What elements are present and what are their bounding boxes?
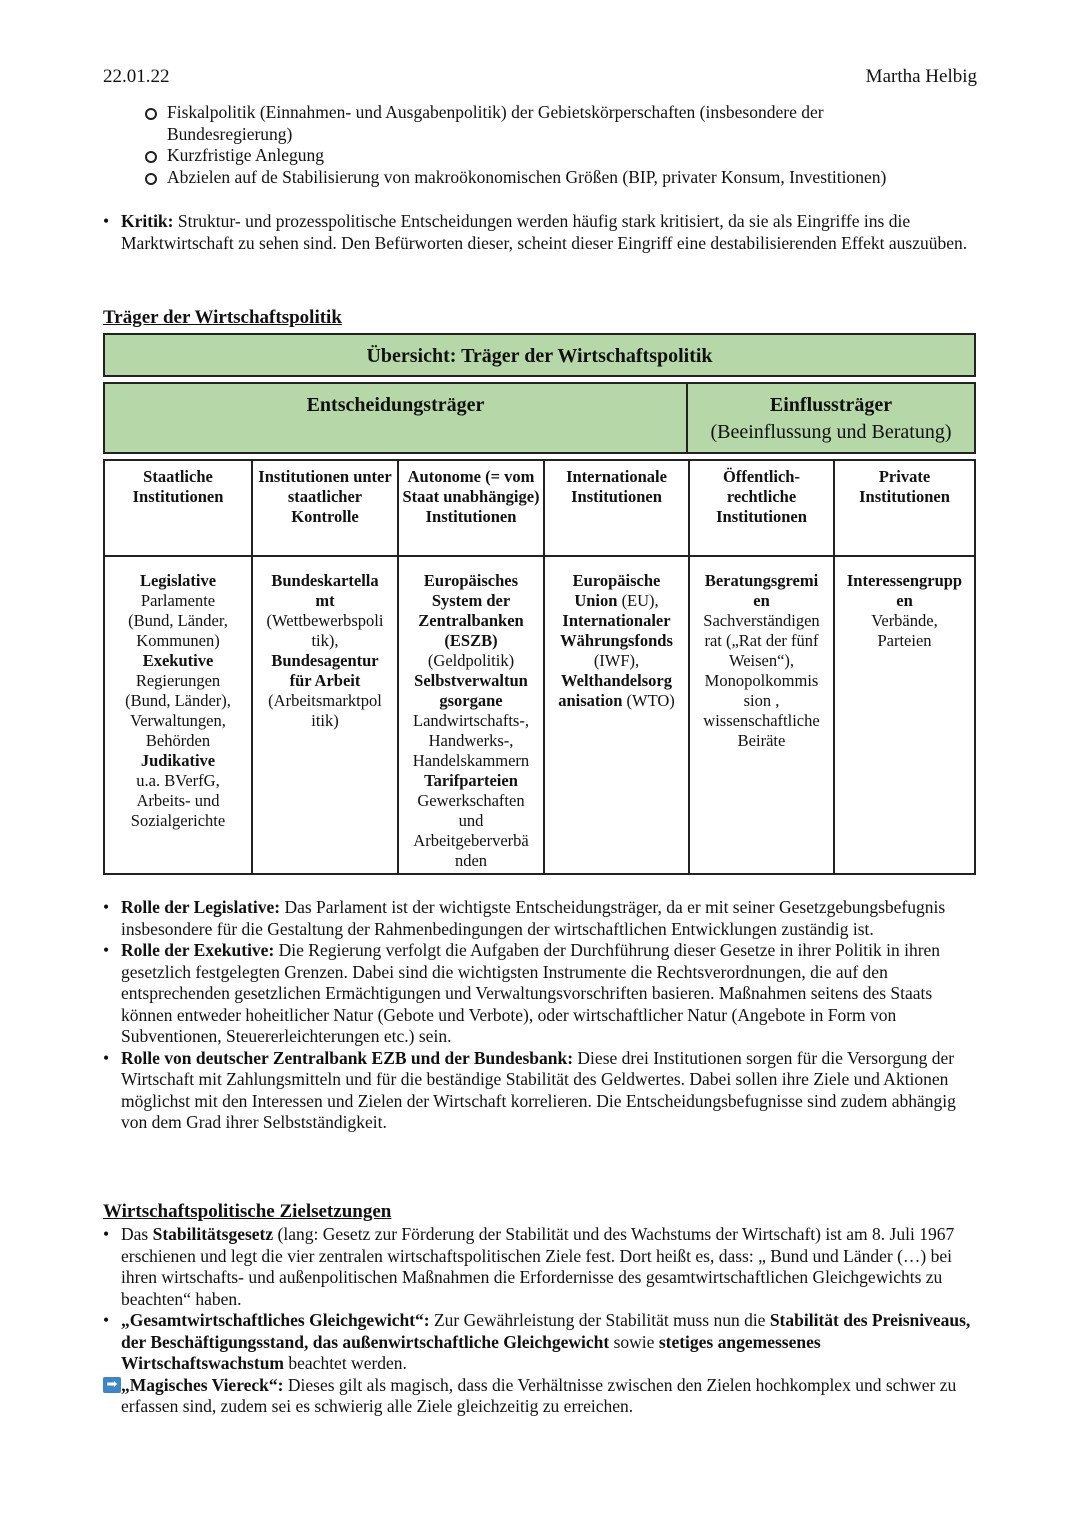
table-body-row [105, 557, 974, 873]
cell-line: Weisen“), [728, 651, 795, 670]
cell-line: Parteien [877, 631, 932, 650]
role-text: Das Parlament ist der wichtigste Entscheidungsträger, da er mit seiner Gesetzgebungsbefugnis insbesondere für die Gestaltung der Rahmenbedingungen der wirtschaftlichen Entwicklungen zuständig ist. [121, 897, 946, 939]
group-influencers-sub: (Beeinflussung und Beratung) [710, 421, 952, 443]
goal-bold: Stabilität des Preisniveaus, der Beschäftigungsstand, das außenwirtschaftliche Gleichgewicht [121, 1310, 971, 1352]
cell-line: Sozialgerichte [130, 811, 226, 830]
cell-line: (Bund, Länder, [128, 611, 228, 630]
cell-line: für Arbeit [289, 671, 361, 690]
cell-line: Selbstverwaltun [414, 671, 528, 690]
goal-text: Zur Gewährleistung der Stabilität muss nun die [429, 1310, 770, 1330]
table-group-row [103, 382, 976, 454]
table-cell [251, 557, 397, 873]
cell-line: Beiräte [737, 731, 786, 750]
cell-line: rat („Rat der fünf [704, 631, 819, 650]
goal-bold: Stabilitätsgesetz [152, 1224, 274, 1244]
cell-line: nden [454, 851, 488, 870]
cell-line: en [753, 591, 770, 610]
kritik-text: Struktur- und prozesspolitische Entscheidungen werden häufig stark kritisiert, da sie als Eingriffe ins die Marktwirtschaft zu sehen sind. Den Befürworten dieser, scheint dieser Eingriff eine destabilisierenden Effekt auszuüben. [121, 211, 968, 253]
cell-line: wissenschaftliche [703, 711, 820, 730]
cell-line: Legislative [139, 571, 217, 590]
column-header: Öffentlich-rechtliche Institutionen [688, 461, 833, 555]
cell-line: Exekutive [142, 651, 214, 670]
cell-line: Union (EU), [574, 591, 659, 610]
goal-text: Das [121, 1224, 153, 1244]
cell-line: Währungsfonds [560, 631, 673, 650]
role-label: Rolle der Exekutive: [121, 940, 275, 960]
cell-line: (Bund, Länder), [125, 691, 231, 710]
cell-line: Bundesagentur [271, 651, 379, 670]
cell-line: Monopolkommis [704, 671, 819, 690]
role-item [103, 1048, 976, 1134]
cell-line: Tarifparteien [424, 771, 518, 790]
date: 22.01.22 [103, 66, 170, 87]
column-header: Internationale Institutionen [543, 461, 688, 555]
column-header: Staatliche Institutionen [132, 467, 224, 506]
cell-line: sion , [743, 691, 780, 710]
table-cell [397, 557, 543, 873]
section-title-ziele: Wirtschaftspolitische Zielsetzungen [103, 1201, 392, 1222]
group-decision-makers-label: Entscheidungsträger [306, 394, 485, 416]
roles-list [103, 897, 976, 1134]
goal-item [103, 1310, 976, 1375]
column-header: Autonome (= vom Staat unabhängige) Institutionen [397, 461, 543, 555]
cell-line: anisation (WTO) [558, 691, 675, 710]
cell-line: (Arbeitsmarktpol [268, 691, 382, 710]
goal-item-arrow [103, 1375, 976, 1418]
list-item: Fiskalpolitik (Einnahmen- und Ausgabenpolitik) der Gebietskörperschaften (insbesondere der Bundesregierung) [145, 102, 945, 145]
cell-line: (Geldpolitik) [427, 651, 515, 670]
cell-line: Handwerks-, [428, 731, 514, 750]
cell-line: Internationaler [562, 611, 671, 630]
list-item: Kurzfristige Anlegung [145, 145, 945, 167]
group-influencers [686, 382, 976, 454]
role-text: Diese drei Institutionen sorgen für die Versorgung der Wirtschaft mit Zahlungsmitteln und für die beständige Stabilität des Geldwertes. Dabei sollen ihre Ziele und Aktionen möglichst mit den Interessen und Zielen der Wirtschaft korrelieren. Die Entscheidungsbefugnisse sind zudem abhängig von dem Grad ihrer Selbstständigkeit. [121, 1047, 956, 1132]
goal-bold: „Magisches Viereck“: [121, 1374, 284, 1395]
group-decision-makers [103, 382, 686, 454]
cell-line: Europäisches [423, 571, 519, 590]
column-header: Private Institutionen [833, 461, 974, 555]
section-title-traeger: Träger der Wirtschaftspolitik [103, 307, 342, 328]
cell-line: (Wettbewerbspoli [266, 611, 384, 630]
goal-text: (lang: Gesetz zur Förderung der Stabilität und des Wachstums der Wirtschaft) ist am 8. Juli 1967 erschienen und legt die vier zentralen wirtschaftspolitischen Ziele fest. Dort heißt es, dass: „ Bund und Länder (…) bei ihren wirtschafts- und außenpolitischen Maßnahmen die Erfordernisse des gesamtwirtschaftlichen Gleichgewichts zu beachten“ haben. [121, 1224, 955, 1309]
cell-line: u.a. BVerfG, [136, 771, 220, 790]
table-cell [688, 557, 833, 873]
table-header-row [105, 461, 974, 555]
list-item: Abzielen auf de Stabilisierung von makroökonomischen Größen (BIP, privater Konsum, Investitionen) [145, 167, 945, 189]
cell-line: und [458, 811, 484, 830]
overview-table [103, 333, 976, 875]
goals-list [103, 1224, 976, 1418]
cell-line: Parlamente [140, 591, 216, 610]
table-cell [105, 557, 251, 873]
group-influencers-label: Einflussträger [769, 394, 893, 416]
fiscal-policy-list [145, 102, 945, 188]
cell-line: Verwaltungen, [130, 711, 226, 730]
cell-line: Judikative [140, 751, 216, 770]
role-item [103, 897, 976, 940]
cell-line: tik), [311, 631, 339, 650]
role-text: Die Regierung verfolgt die Aufgaben der Durchführung dieser Gesetze in ihrer Politik in ihren gesetzlich festgelegten Grenzen. Dabei sind die wichtigsten Instrumente die Rechtsverordnungen, die auf den entsprechenden gesetzlichen Ermächtigungen und Verwaltungsvorschriften basieren. Maßnahmen seitens des Staats können entweder hoheitlicher Natur (Gebote und Verbote), oder wirtschaftlicher Natur (Angebote in Form von Subventionen, Steuererleichterungen etc.) sein. [121, 940, 941, 1046]
cell-line: Arbeits- und [136, 791, 220, 810]
cell-line: System der [431, 591, 511, 610]
table-cell [833, 557, 974, 873]
cell-line: Bundeskartella [271, 571, 379, 590]
cell-line: en [896, 591, 913, 610]
goal-bold: „Gesamtwirtschaftliches Gleichgewicht“: [121, 1310, 430, 1330]
kritik-paragraph [103, 211, 976, 254]
cell-line: itik) [311, 711, 339, 730]
cell-line: Behörden [145, 731, 211, 750]
cell-line: Regierungen [135, 671, 221, 690]
role-label: Rolle von deutscher Zentralbank EZB und der Bundesbank: [121, 1047, 574, 1068]
cell-line: Zentralbanken [418, 611, 524, 630]
table-grid [103, 459, 976, 875]
kritik-label: Kritik: [121, 211, 174, 231]
cell-line: Verbände, [871, 611, 938, 630]
goal-item [103, 1224, 976, 1310]
goal-text: sowie [609, 1331, 659, 1352]
table-title: Übersicht: Träger der Wirtschaftspolitik [103, 333, 976, 377]
cell-line: Beratungsgremi [704, 571, 819, 590]
cell-line: mt [315, 591, 335, 610]
role-label: Rolle der Legislative: [121, 897, 281, 917]
cell-line: Interessengrupp [846, 571, 963, 590]
author-name: Martha Helbig [865, 66, 977, 87]
arrow-right-icon: ➡ [103, 1377, 121, 1393]
cell-line: gsorgane [439, 691, 503, 710]
column-header: Institutionen unter staatlicher Kontrolle [251, 461, 397, 555]
cell-line: (IWF), [593, 651, 640, 670]
role-item [103, 940, 976, 1048]
page-header [103, 66, 977, 92]
cell-line: Welthandelsorg [561, 671, 672, 690]
cell-line: Sachverständigen [703, 611, 820, 630]
goal-text: Dieses gilt als magisch, dass die Verhältnisse zwischen den Zielen hochkomplex und schwer zu erfassen sind, zudem sei es schwierig alle Ziele gleichzeitig zu erreichen. [121, 1374, 957, 1416]
cell-line: Arbeitgeberverbä [413, 831, 529, 850]
cell-line: Gewerkschaften [417, 791, 525, 810]
cell-line: Kommunen) [136, 631, 220, 650]
cell-line: Landwirtschafts-, [413, 711, 529, 730]
cell-line: Europäische [572, 571, 661, 590]
cell-line: Handelskammern [412, 751, 530, 770]
table-cell [543, 557, 688, 873]
goal-bold: stetiges angemessenes Wirtschaftswachstum [121, 1331, 821, 1373]
cell-line: (ESZB) [444, 631, 498, 650]
goal-text: beachtet werden. [284, 1353, 407, 1373]
